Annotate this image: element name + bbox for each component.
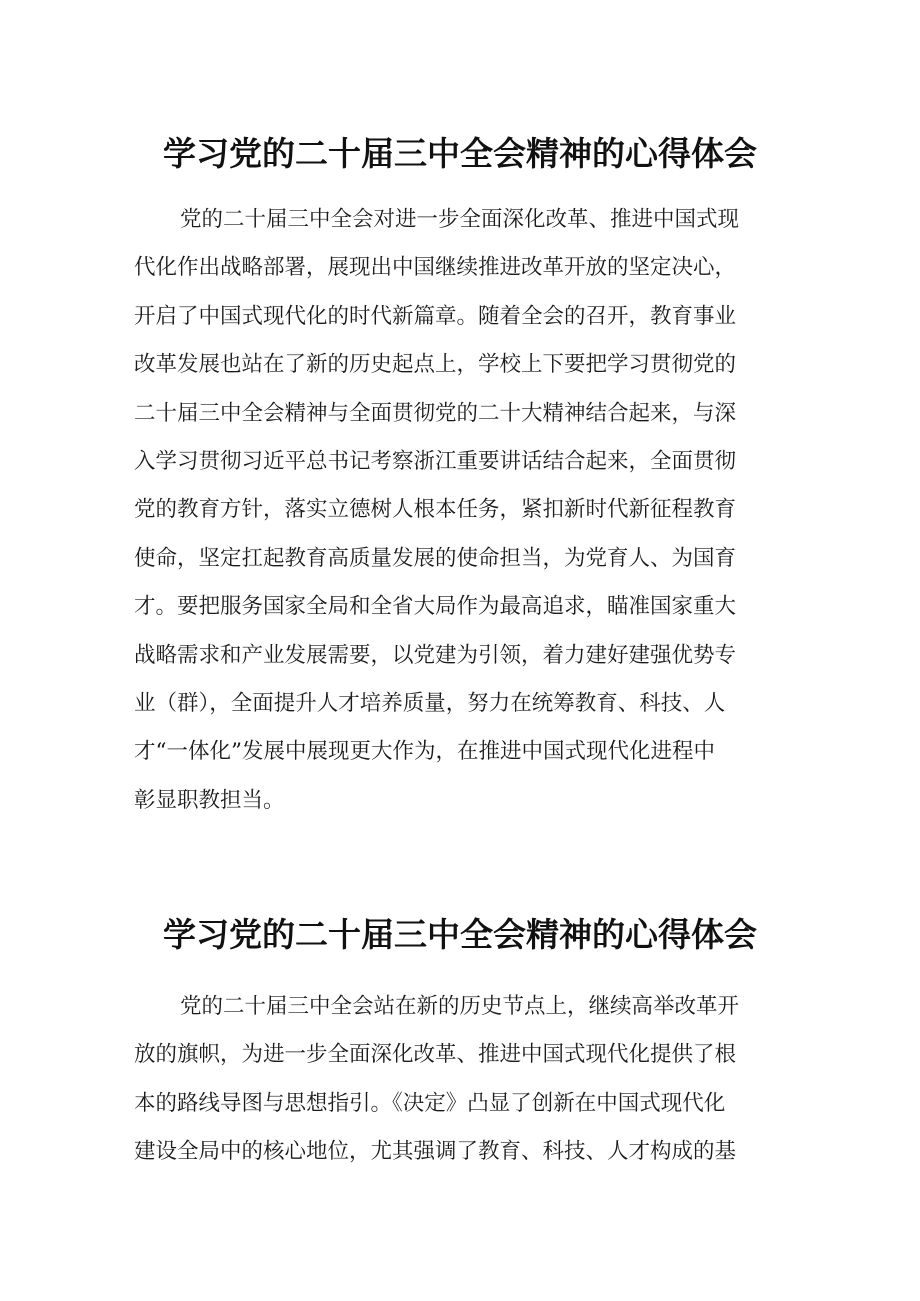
paragraph-line: 二十届三中全会精神与全面贯彻党的二十大精神结合起来，与深 <box>134 400 737 426</box>
paragraph-line: 业（群），全面提升人才培养质量，努力在统筹教育、科技、人 <box>134 690 726 716</box>
paragraph-line: 代化作出战略部署，展现出中国继续推进改革开放的坚定决心， <box>134 255 737 281</box>
paragraph-line: 才“一体化”发展中展现更大作为，在推进中国式现代化进程中 <box>134 739 715 765</box>
paragraph-line: 党的教育方针，落实立德树人根本任务，紧扣新时代新征程教育 <box>134 497 737 523</box>
paragraph-line: 入学习贯彻习近平总书记考察浙江重要讲话结合起来，全面贯彻 <box>134 448 737 474</box>
paragraph-line: 使命，坚定扛起教育高质量发展的使命担当，为党育人、为国育 <box>134 545 737 571</box>
paragraph <box>134 983 794 1177</box>
paragraph-line: 开启了中国式现代化的时代新篇章。随着全会的召开，教育事业 <box>134 303 737 329</box>
paragraph-line: 战略需求和产业发展需要，以党建为引领，着力建好建强优势专 <box>134 642 737 668</box>
paragraph-line: 本的路线导图与思想指引。《决定》凸显了创新在中国式现代化 <box>134 1090 726 1116</box>
paragraph-line: 党的二十届三中全会站在新的历史节点上，继续高举改革开 <box>180 994 740 1019</box>
paragraph-line: 放的旗帜，为进一步全面深化改革、推进中国式现代化提供了根 <box>134 1042 737 1068</box>
paragraph-line: 党的二十届三中全会对进一步全面深化改革、推进中国式现 <box>180 207 740 232</box>
section-title: 学习党的二十届三中全会精神的心得体会 <box>163 915 757 955</box>
paragraph-line: 建设全局中的核心地位，尤其强调了教育、科技、人才构成的基 <box>134 1139 737 1165</box>
paragraph-line: 彰显职教担当。 <box>134 787 285 813</box>
paragraph <box>134 196 794 825</box>
paragraph-line: 才。要把服务国家全局和全省大局作为最高追求，瞄准国家重大 <box>134 594 737 620</box>
section-title: 学习党的二十届三中全会精神的心得体会 <box>163 134 757 174</box>
paragraph-line: 改革发展也站在了新的历史起点上，学校上下要把学习贯彻党的 <box>134 352 737 378</box>
